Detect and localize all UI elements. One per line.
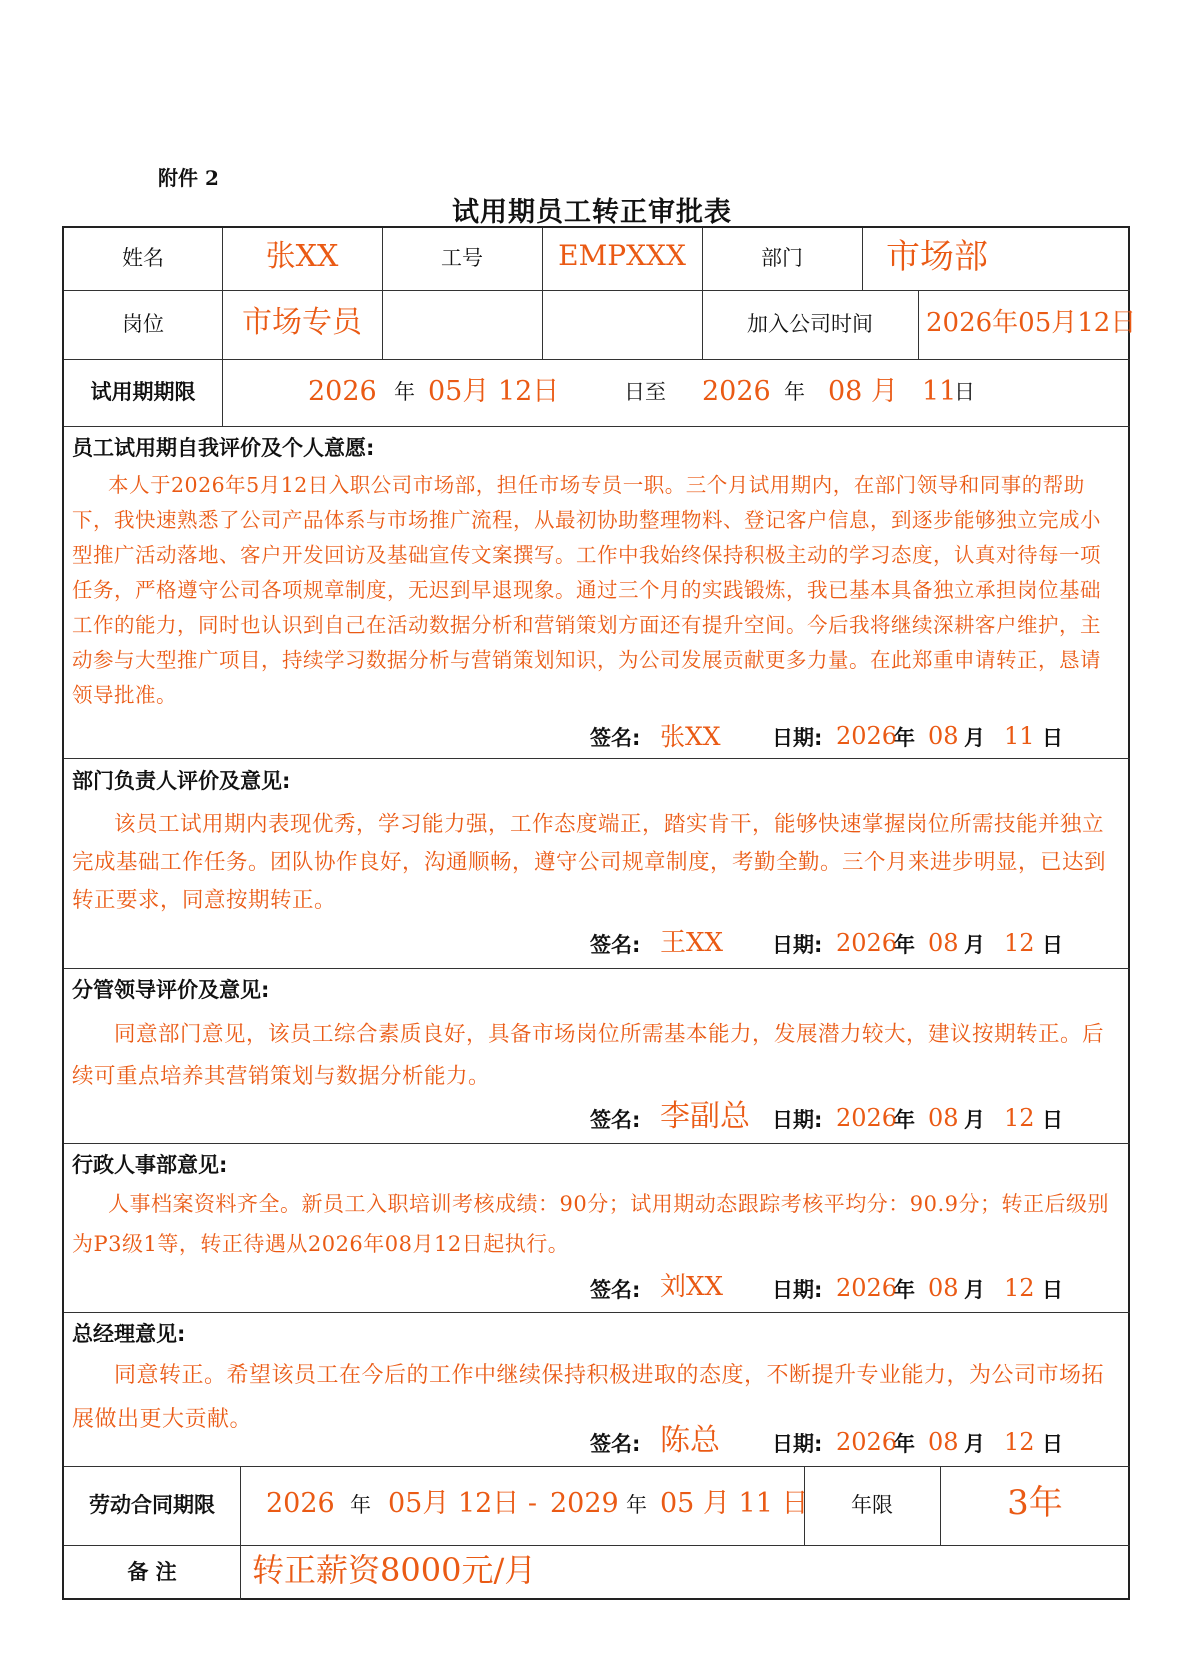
approval-form-table <box>62 226 1137 1600</box>
probation-end-year: 2026 <box>702 376 771 407</box>
probation-end-month: 08 月 <box>828 376 898 407</box>
date-month: 08 <box>928 722 959 750</box>
date-month: 08 <box>928 1274 959 1302</box>
date-day: 12 <box>1004 1428 1035 1456</box>
probation-end-day: 11 <box>922 376 957 407</box>
name-label: 姓名 <box>122 246 164 270</box>
date-month: 08 <box>928 1104 959 1132</box>
sign-label: 签名: <box>590 1108 641 1132</box>
supervisor-heading: 分管领导评价及意见: <box>72 978 270 1002</box>
date-month: 08 <box>928 929 959 957</box>
col-divider <box>222 359 223 426</box>
contract-year2-label: 年 <box>626 1493 647 1517</box>
col-divider <box>240 1466 241 1600</box>
self-evaluation-heading: 员工试用期自我评价及个人意愿: <box>72 436 375 460</box>
date-day-label: 日 <box>1042 933 1063 957</box>
row-divider <box>64 1143 1130 1144</box>
join-date-value: 2026年05月12日 <box>926 308 1137 338</box>
date-month-label: 月 <box>964 1278 985 1302</box>
dept-head-text: 该员工试用期内表现优秀，学习能力强，工作态度端正，踏实肯干，能够快速掌握岗位所需技能并独立完成基础工作任务。团队协作良好，沟通顺畅，遵守公司规章制度，考勤全勤。三个月来进步明显，已达到转正要求，同意按期转正。 <box>72 812 1107 913</box>
probation-label: 试用期期限 <box>90 380 196 404</box>
supervisor-signature: 李副总 <box>660 1099 750 1134</box>
gm-signature: 陈总 <box>660 1423 720 1458</box>
date-day-label: 日 <box>1042 726 1063 750</box>
date-year-label: 年 <box>894 1108 915 1132</box>
date-label: 日期: <box>772 1432 823 1456</box>
position-value: 市场专员 <box>242 305 362 340</box>
contract-year-label: 年 <box>350 1493 371 1517</box>
date-label: 日期: <box>772 933 823 957</box>
hr-heading: 行政人事部意见: <box>72 1153 228 1177</box>
date-day: 12 <box>1004 929 1035 957</box>
join-date-label: 加入公司时间 <box>747 312 873 336</box>
contract-label: 劳动合同期限 <box>89 1493 215 1517</box>
sign-label: 签名: <box>590 1278 641 1302</box>
probation-start-year: 2026 <box>308 376 377 407</box>
date-day: 12 <box>1004 1104 1035 1132</box>
row-divider <box>64 968 1130 969</box>
date-year: 2026 <box>836 1104 898 1132</box>
date-year-label: 年 <box>894 726 915 750</box>
term-label: 年限 <box>851 1493 893 1517</box>
date-month: 08 <box>928 1428 959 1456</box>
gm-heading: 总经理意见: <box>72 1322 186 1346</box>
sign-label: 签名: <box>590 726 641 750</box>
date-month-label: 月 <box>964 1108 985 1132</box>
date-year: 2026 <box>836 1428 898 1456</box>
date-label: 日期: <box>772 1108 823 1132</box>
row-divider <box>64 426 1130 427</box>
date-label: 日期: <box>772 1278 823 1302</box>
contract-start-year: 2026 <box>266 1488 335 1519</box>
probation-year-label: 年 <box>394 380 415 404</box>
dept-head-heading: 部门负责人评价及意见: <box>72 769 291 793</box>
probation-to-label: 日至 <box>624 380 666 404</box>
position-label: 岗位 <box>122 312 164 336</box>
col-divider <box>918 290 919 359</box>
probation-year2-label: 年 <box>784 380 805 404</box>
row-divider <box>64 758 1130 759</box>
date-month-label: 月 <box>964 1432 985 1456</box>
row-divider <box>64 1545 1130 1546</box>
date-year: 2026 <box>836 722 898 750</box>
department-value: 市场部 <box>886 237 988 277</box>
hr-signature: 刘XX <box>660 1272 724 1302</box>
date-year-label: 年 <box>894 933 915 957</box>
employee-id-label: 工号 <box>441 246 483 270</box>
probation-start-md: 05月 12日 <box>428 376 560 407</box>
date-month-label: 月 <box>964 933 985 957</box>
hr-text: 人事档案资料齐全。新员工入职培训考核成绩：90分；试用期动态跟踪考核平均分：90.9分；转正后级别为P3级1等，转正待遇从2026年08月12日起执行。 <box>72 1192 1109 1256</box>
date-day-label: 日 <box>1042 1108 1063 1132</box>
row-divider <box>64 1312 1130 1313</box>
date-day-label: 日 <box>1042 1432 1063 1456</box>
row-divider <box>64 359 1130 360</box>
gm-text: 同意转正。希望该员工在今后的工作中继续保持积极进取的态度，不断提升专业能力，为公司市场拓展做出更大贡献。 <box>72 1363 1105 1432</box>
employee-signature: 张XX <box>660 722 721 751</box>
department-label: 部门 <box>761 246 803 270</box>
self-evaluation-text: 本人于2026年5月12日入职公司市场部，担任市场专员一职。三个月试用期内，在部门领导和同事的帮助下，我快速熟悉了公司产品体系与市场推广流程，从最初协助整理物料、登记客户信息，到逐步能够独立完成小型推广活动落地、客户开发回访及基础宣传文案撰写。工作中我始终保持积极主动的学习态度，认真对待每一项任务，严格遵守公司各项规章制度，无迟到早退现象。通过三个月的实践锻炼，我已基本具备独立承担岗位基础工作的能力，同时也认识到自己在活动数据分析和营销策划方面还有提升空间。今后我将继续深耕客户维护，主动参与大型推广项目，持续学习数据分析与营销策划知识，为公司发展贡献更多力量。在此郑重申请转正，恳请领导批准。 <box>72 473 1101 707</box>
row-divider <box>64 290 1130 291</box>
date-label: 日期: <box>772 726 823 750</box>
contract-start-md: 05月 12日 - <box>388 1488 538 1519</box>
contract-end-year: 2029 <box>550 1488 619 1519</box>
date-day: 12 <box>1004 1274 1035 1302</box>
date-year: 2026 <box>836 929 898 957</box>
date-day: 11 <box>1004 722 1035 750</box>
date-year-label: 年 <box>894 1278 915 1302</box>
remark-label: 备 注 <box>127 1560 177 1584</box>
sign-label: 签名: <box>590 933 641 957</box>
remark-value: 转正薪资8000元/月 <box>252 1551 537 1589</box>
attachment-label: 附件 2 <box>158 166 219 190</box>
date-year-label: 年 <box>894 1432 915 1456</box>
date-year: 2026 <box>836 1274 898 1302</box>
sign-label: 签名: <box>590 1432 641 1456</box>
form-title: 试用期员工转正审批表 <box>452 197 732 228</box>
date-month-label: 月 <box>964 726 985 750</box>
col-divider <box>862 228 863 290</box>
supervisor-text: 同意部门意见，该员工综合素质良好，具备市场岗位所需基本能力，发展潜力较大，建议按期转正。后续可重点培养其营销策划与数据分析能力。 <box>72 1022 1105 1089</box>
name-value: 张XX <box>265 239 339 274</box>
row-divider <box>64 1466 1130 1467</box>
term-value: 3年 <box>1007 1483 1063 1523</box>
contract-end-md: 05 月 11 日 <box>660 1488 809 1519</box>
probation-day-label: 日 <box>954 380 975 404</box>
employee-id-value: EMPXXX <box>558 239 686 272</box>
dept-head-signature: 王XX <box>660 928 724 958</box>
date-day-label: 日 <box>1042 1278 1063 1302</box>
